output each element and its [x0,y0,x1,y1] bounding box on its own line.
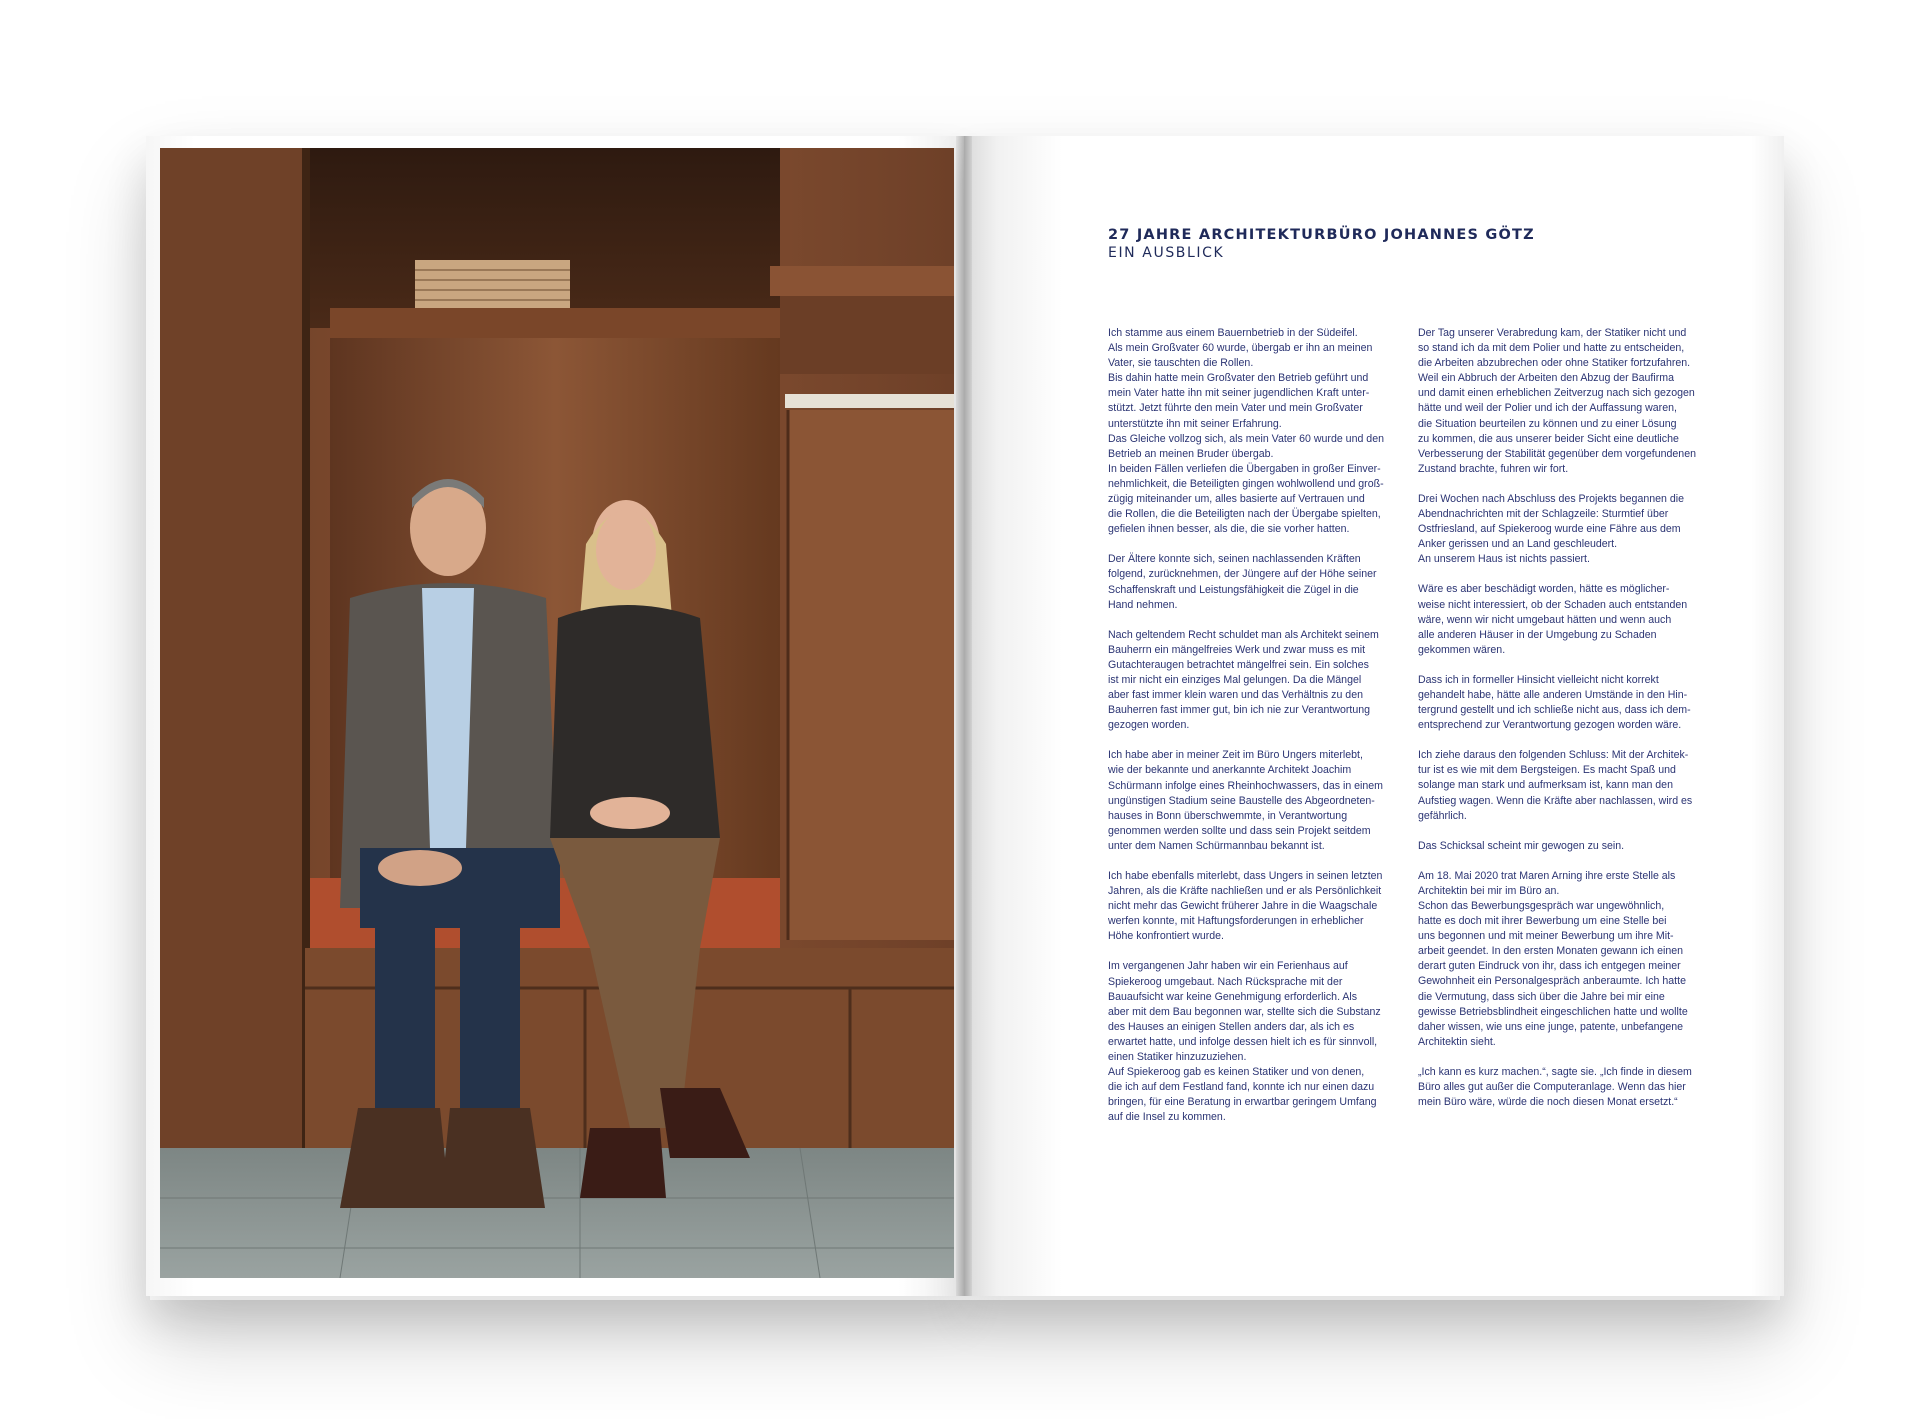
paragraph: Am 18. Mai 2020 trat Maren Arning ihre erste Stelle als Architektin bei mir im Büro an. Schon das Bewerbungsgespräch war ungewöhnlich, hatte es doch mit ihrer Bewerbung um eine Stelle bei uns begonnen und mit meiner Bewerbung um ihre Mit- arbeit geendet. In den ersten Monaten gewann ich einen derart guten Eindruck von ihr, dass ich entgegen meiner Gewohnheit ein Personalgespräch anberaumte. Ich hatte die Vermutung, dass sich über die Jahre bei mir eine gewisse Betriebsblindheit eingeschlichen hatte und wollte daher wissen, wie uns eine junge, patente, unbefangene Architektin sieht. [1418,869,1688,1048]
paragraph: Dass ich in formeller Hinsicht vielleicht nicht korrekt gehandelt habe, hätte alle anderen Umstände in den Hin- tergrund gestellt und ich schließe nicht aus, dass ich dem- entsprechend zur Verantwortung gezogen worden wäre. [1418,673,1691,732]
article-title: 27 JAHRE ARCHITEKTURBÜRO JOHANNES GÖTZ [1108,227,1535,243]
paragraph: Nach geltendem Recht schuldet man als Architekt seinem Bauherrn ein mängelfreies Werk und zwar muss es mit Gutachteraugen betrachtet mängelfrei sein. Ein solches ist mir nicht ein einziges Mal gelungen. Da die Mängel aber fast immer klein waren und das Verhältnis zu den Bauherren fast immer gut, bin ich nie zur Verantwortung gezogen worden. [1108,628,1379,732]
portrait-photo [160,148,954,1278]
article-heading [1108,226,1708,262]
paragraph: Ich stamme aus einem Bauernbetrieb in der Südeifel. Als mein Großvater 60 wurde, übergab er ihn an meinen Vater, sie tauschten die Rollen. Bis dahin hatte mein Großvater den Betrieb geführt und mein Vater hatte ihn mit seiner jugendlichen Kraft unter- stützt. Jetzt führte den mein Vater und mein Großvater unterstützte ihn mit seiner Erfahrung. Das Gleiche vollzog sich, als mein Vater 60 wurde und den Betrieb an meinen Bruder übergab. In beiden Fällen verliefen die Übergaben in großer Einver- nehmlichkeit, die Beteiligten gingen wohlwollend und groß- zügig miteinander um, alles basierte auf Vertrauen und die Rollen, die die Beteiligten nach der Übergabe spielten, gefielen ihnen besser, als die, die sie vorher hatten. [1108,327,1384,536]
book-gutter [956,136,972,1296]
paragraph: Ich ziehe daraus den folgenden Schluss: Mit der Architek- tur ist es wie mit dem Bergsteigen. Es macht Spaß und solange man stark und aufmerksam ist, kann man den Aufstieg wagen. Wenn die Kräfte aber nachlassen, wird es gefährlich. [1418,749,1693,822]
text-column-left [1108,326,1404,1141]
paragraph: Wäre es aber beschädigt worden, hätte es möglicher- weise nicht interessiert, ob der Schaden auch entstanden wäre, wenn wir nicht umgebaut hätten und wenn auch alle anderen Häuser in der Umgebung zu Schaden gekommen wären. [1418,583,1688,656]
paragraph: Der Ältere konnte sich, seinen nachlassenden Kräften folgend, zurücknehmen, der Jüngere auf der Höhe seiner Schaffenskraft und Leistungsfähigkeit die Zügel in die Hand nehmen. [1108,553,1377,611]
paragraph: Das Schicksal scheint mir gewogen zu sein. [1418,839,1625,852]
paragraph: Der Tag unserer Verabredung kam, der Statiker nicht und so stand ich da mit dem Polier und hatte zu entscheiden, die Arbeiten abzubrechen oder ohne Statiker fortzufahren. Weil ein Abbruch der Arbeiten den Abzug der Baufirma und damit einen erheblichen Zeitverzug nach sich gezogen hätte und weil der Polier und ich der Auffassung waren, die Situation beurteilen zu können und zu einer Lösung zu kommen, die aus unserer beider Sicht eine deutliche Verbesserung der Stabilität gegenüber dem vorgefundenen Zustand brachte, fuhren wir fort. [1418,327,1696,475]
paragraph: Ich habe ebenfalls miterlebt, dass Ungers in seinen letzten Jahren, als die Kräfte nachließen und er als Persönlichkeit nicht mehr das Gewicht früherer Jahre in die Waagschale werfen konnte, mit Haftungsforderungen in erheblicher Höhe konfrontiert wurde. [1108,870,1383,943]
paragraph: Im vergangenen Jahr haben wir ein Ferienhaus auf Spiekeroog umgebaut. Nach Rücksprache mit der Bauaufsicht war keine Genehmigung erforderlich. Als aber mit dem Bau begonnen war, stellte sich die Substanz des Hauses an einigen Stellen anders dar, als ich es erwartet hatte, und infolge dessen hielt ich es für sinnvoll, einen Statiker hinzuzuziehen. Auf Spiekeroog gab es keinen Statiker und von denen, die ich auf dem Festland fand, konnte ich nur einen dazu bringen, für eine Beratung in erwartbar geringem Umfang auf die Insel zu kommen. [1108,960,1381,1124]
paragraph: „Ich kann es kurz machen.“, sagte sie. „Ich finde in diesem Büro alles gut außer die Computeranlage. Wenn das hier mein Büro wäre, würde die noch diesen Monat ersetzt.“ [1418,1065,1692,1109]
text-column-right [1418,326,1714,1125]
paragraph: Ich habe aber in meiner Zeit im Büro Ungers miterlebt, wie der bekannte und anerkannte Architekt Joachim Schürmann infolge eines Rheinhochwassers, das in einem ungünstigen Stadium seine Baustelle des Abgeordneten- hauses in Bonn überschwemmte, in Verantwortung genommen werden sollte und dass sein Projekt seitdem unter dem Namen Schürmannbau bekannt ist. [1108,749,1384,852]
paragraph: Drei Wochen nach Abschluss des Projekts begannen die Abendnachrichten mit der Schlagzeile: Sturmtief über Ostfriesland, auf Spiekeroog wurde eine Fähre aus dem Anker gerissen und an Land geschleudert. An unserem Haus ist nichts passiert. [1418,492,1684,566]
article-subtitle: EIN AUSBLICK [1108,245,1225,261]
